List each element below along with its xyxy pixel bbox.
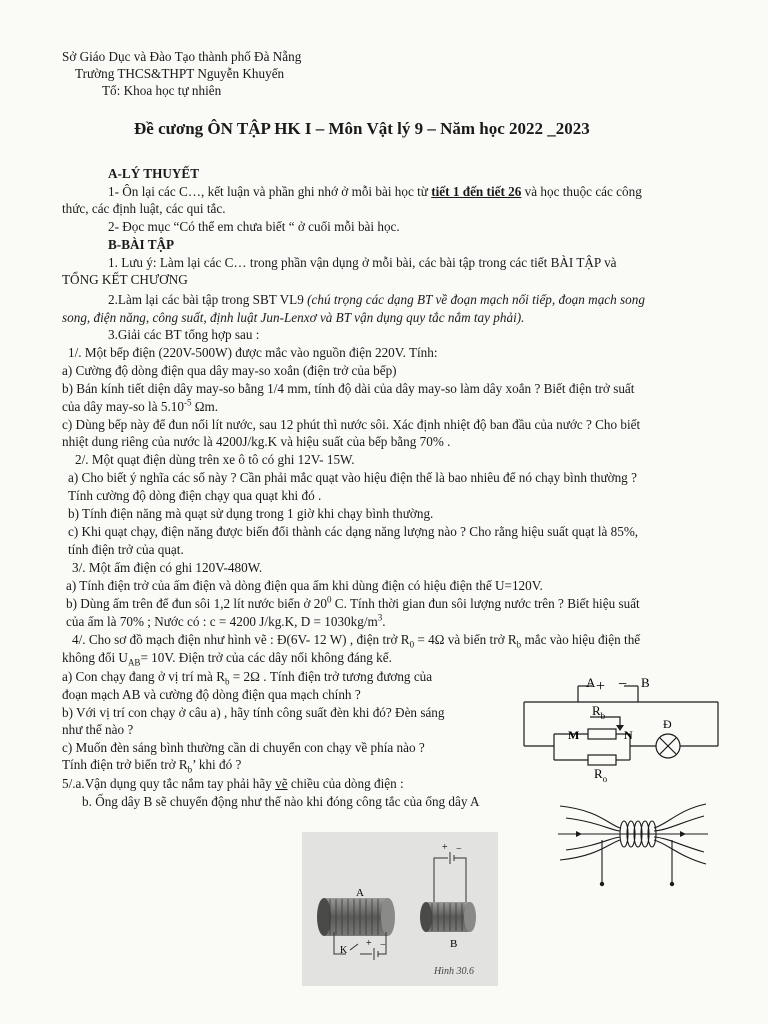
rb-label: $R_b$ (592, 703, 606, 721)
solenoid-field-diagram (558, 800, 708, 892)
problem-3-a: a) Tính điện trở của ấm điện và dòng điện qua ấm khi dùng điện có hiệu điện thế U=120V. (66, 578, 543, 593)
minus-sign: − (618, 676, 628, 693)
problem-2-c-cont: tính điện trở của quạt. (68, 542, 184, 557)
coil-a-label: A (356, 887, 364, 899)
section-a-line-3: 2- Đọc mục “Có thể em chưa biết “ ở cuối mỗi bài học. (108, 219, 400, 234)
section-a-line-1: 1- Ôn lại các C…, kết luận và phần ghi nhớ ở mỗi bài học từ tiết 1 đến tiết 26 và học thuộc các công (108, 184, 642, 199)
problem-2-a-cont: Tính cường độ dòng điện chạy qua quạt khi đó . (68, 488, 322, 503)
problem-4-c: c) Muốn đèn sáng bình thường cần di chuyển con chạy về phía nào ? (62, 740, 425, 755)
problem-3-intro: 3/. Một ấm điện có ghi 120V-480W. (72, 560, 263, 575)
problem-4-a-cont: đoạn mạch AB và cường độ dòng điện qua mạch chính ? (62, 687, 361, 702)
problem-2-intro: 2/. Một quạt điện dùng trên xe ô tô có ghi 12V- 15W. (75, 452, 355, 467)
section-a-line-2: thức, các định luật, các qui tắc. (62, 201, 226, 216)
plus-sign: + (596, 678, 606, 695)
problem-3-b: b) Dùng ấm trên để đun sôi 1,2 lít nước biển ở $20^0$ C. Tính thời gian đun sôi lượng nước trên ? Biết hiệu suất (66, 594, 640, 611)
problem-2-c: c) Khi quạt chạy, điện năng được biến đổi thành các dạng năng lượng nào ? Cho rằng hiệu suất quạt là 85%, (68, 524, 639, 539)
problem-3-b-cont: của ấm là 70% ; Nước có : c = 4200 J/kg.K, $D = 1030kg/m^3$. (66, 612, 386, 629)
document-title: Đề cương ÔN TẬP HK I – Môn Vật lý 9 – Năm học 2022 _2023 (134, 119, 590, 138)
lesson-range: tiết 1 đến tiết 26 (431, 184, 522, 199)
problem-4-b-cont: như thế nào ? (62, 722, 134, 737)
problem-4-c-cont: Tính điện trở biến trở $R_b$’ khi đó ? (62, 757, 242, 775)
problem-5-a: 5/.a.Vận dụng quy tắc nắm tay phải hãy vẽ chiều của dòng điện : (62, 776, 404, 791)
department-name: Sở Giáo Dục và Đào Tạo thành phố Đà Nẵng (62, 49, 302, 64)
section-b-line-2: TỔNG KẾT CHƯƠNG (62, 272, 188, 287)
section-b-line-4: song, điện năng, công suất, định luật Jun-Lenxơ và BT vận dụng quy tắc nắm tay phải). (62, 310, 525, 325)
coil-b-label: B (450, 938, 458, 950)
coil-a (317, 898, 395, 936)
problem-1-c: c) Dùng bếp này để đun nối lít nước, sau 12 phút thì nước sôi. Xác định nhiệt độ ban đầu của nước ? Cho biết (62, 417, 641, 432)
coil-b (420, 902, 476, 932)
school-name: Trường THCS&THPT Nguyễn Khuyến (75, 66, 285, 81)
resistor-r0 (588, 755, 616, 765)
group-name: Tổ: Khoa học tự nhiên (102, 83, 222, 98)
svg-text:−: − (380, 940, 386, 951)
svg-text:+: + (442, 842, 448, 853)
terminal-a-label: A (586, 675, 596, 690)
figure-caption: Hình 30.6 (434, 966, 474, 977)
switch-k-label: K (340, 945, 348, 956)
terminal-b-label: B (641, 675, 650, 690)
section-b-line-1: 1. Lưu ý: Làm lại các C… trong phần vận dụng ở mỗi bài, các bài tập trong các tiết BÀI TẬP và (108, 255, 617, 270)
problem-4-intro-cont: không đổi $U_{AB}= 10V$. Điện trở của các dây nối không đáng kể. (62, 650, 392, 668)
section-b-heading: B-BÀI TẬP (108, 237, 175, 252)
problem-1-c-cont: nhiệt dung riêng của nước là 4200J/kg.K và hiệu suất của bếp bằng 70% . (62, 434, 451, 449)
problem-1-a: a) Cường độ dòng điện qua dây may-so xoắn (điện trở của bếp) (62, 363, 397, 378)
problem-1-b-cont: của dây may-so là $5.10^{-5}$ Ωm. (62, 397, 219, 414)
problem-2-b: b) Tính điện năng mà quạt sử dụng trong 1 giờ khi chạy bình thường. (68, 506, 434, 521)
problem-2-a: a) Cho biết ý nghĩa các số này ? Cần phải mắc quạt vào hiệu điện thế là bao nhiêu để nó chạy bình thường ? (68, 470, 637, 485)
circuit-diagram (520, 668, 720, 783)
problem-4-b: b) Với vị trí con chạy ở câu a) , hãy tính công suất đèn khi đó? Đèn sáng (62, 705, 445, 720)
svg-text:+: + (366, 938, 372, 949)
figure-30-6 (302, 832, 498, 986)
point-m-label: M (568, 728, 580, 742)
problem-4-a: a) Con chạy đang ở vị trí mà $R_b = 2\Omega$ . Tính điện trở tương đương của (62, 669, 433, 687)
section-b-line-5: 3.Giải các BT tổng hợp sau : (108, 327, 260, 342)
problem-5-b: b. Ống dây B sẽ chuyển động như thế nào khi đóng công tắc của ống dây A (82, 794, 480, 809)
point-n-label: N (624, 728, 633, 742)
problem-4-intro: 4/. Cho sơ đồ mạch điện như hình vẽ : Đ(6V- 12 W) , điện trở $R_0 = 4\Omega$ và biến trở $R_b$ mắc vào hiệu điện thế (72, 632, 641, 650)
section-b-line-3: 2.Làm lại các bài tập trong SBT VL9 (chú trọng các dạng BT về đoạn mạch nối tiếp, đoạn mạch song (108, 292, 645, 307)
lamp-label: Đ (663, 717, 672, 731)
svg-text:−: − (456, 844, 462, 855)
rheostat-rb (588, 729, 616, 739)
r0-label: $R_o$ (594, 766, 608, 783)
problem-1-b: b) Bán kính tiết diện dây may-so bằng 1/4 mm, tính độ dài của dây may-so làm dây xoắn ? Biết điện trở suất (62, 381, 635, 396)
problem-1-intro: 1/. Một bếp điện (220V-500W) được mắc vào nguồn điện 220V. Tính: (68, 345, 438, 360)
section-a-heading: A-LÝ THUYẾT (108, 166, 199, 181)
